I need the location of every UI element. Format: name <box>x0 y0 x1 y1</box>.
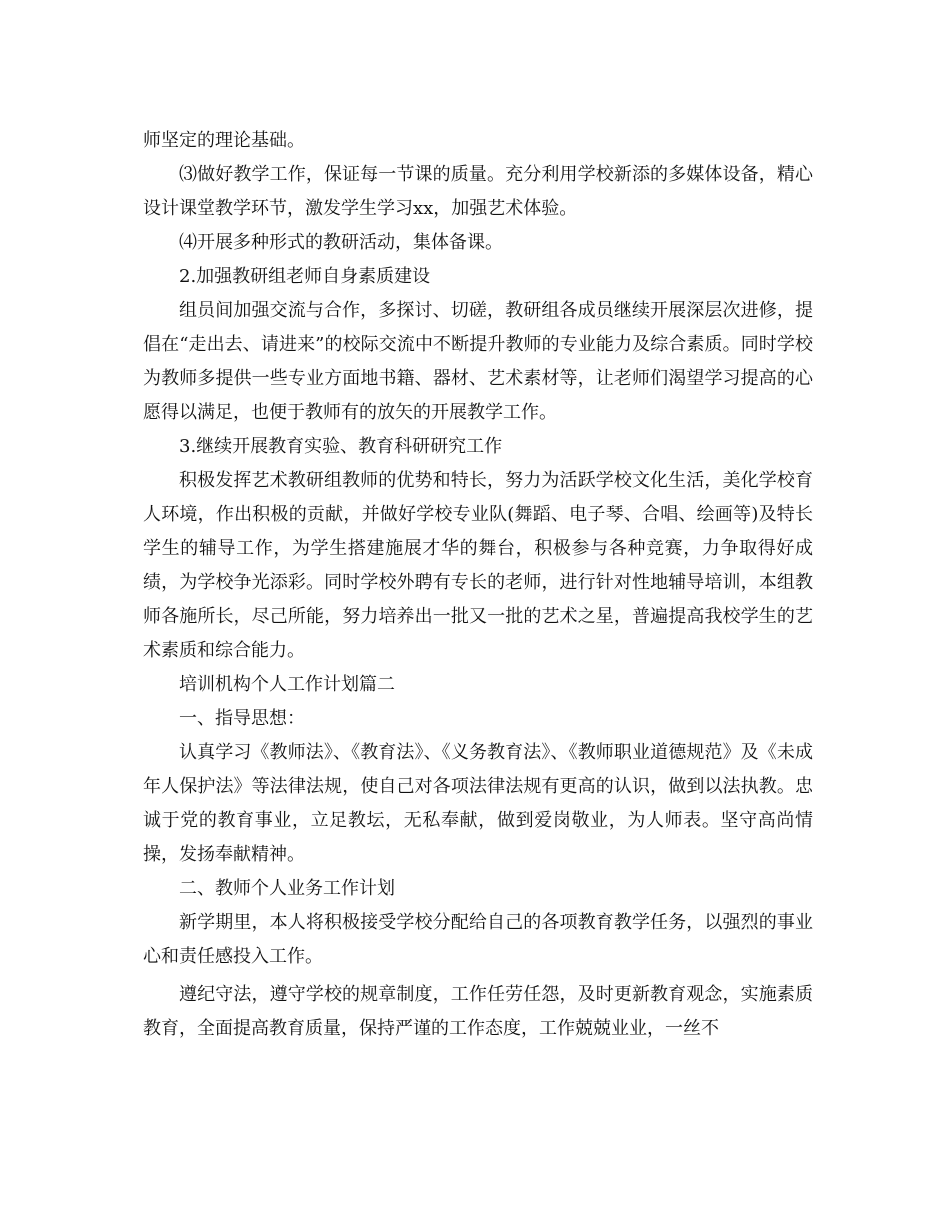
paragraph-guiding-ideology-body: 认真学习《教师法》、《教育法》、《义务教育法》、《教师职业道德规范》及《未成年人保护法》等法律法规，使自己对各项法律法规有更高的认识，做到以法执教。忠诚于党的教育事业，立足教坛，无私奉献，做到爱岗敬业，为人师表。坚守高尚情操，发扬奉献精神。 <box>143 742 813 865</box>
paragraph-work-plan-intro: 新学期里，本人将积极接受学校分配给自己的各项教育教学任务，以强烈的事业心和责任感投入工作。 <box>143 912 813 967</box>
paragraph-item-3: ⑶做好教学工作，保证每一节课的质量。充分利用学校新添的多媒体设备，精心设计课堂教学环节，激发学生学习xx，加强艺术体验。 <box>143 164 813 219</box>
paragraph-section-2-body: 组员间加强交流与合作，多探讨、切磋，教研组各成员继续开展深层次进修，提倡在“走出去、请进来”的校际交流中不断提升教师的专业能力及综合素质。同时学校为教师多提供一些专业方面地书籍、器材、艺术素材等，让老师们渴望学习提高的心愿得以满足，也便于教师有的放矢的开展教学工作。 <box>143 300 813 423</box>
paragraph-continuation: 师坚定的理论基础。 <box>143 130 305 151</box>
paragraph-section-3-body: 积极发挥艺术教研组教师的优势和特长，努力为活跃学校文化生活，美化学校育人环境，作出积极的贡献，并做好学校专业队(舞蹈、电子琴、合唱、绘画等)及特长学生的辅导工作，为学生搭建施展才华的舞台，积极参与各种竞赛，力争取得好成绩，为学校争光添彩。同时学校外聘有专长的老师，进行针对性地辅导培训，本组教师各施所长，尽己所能，努力培养出一批又一批的艺术之星，普遍提高我校学生的艺术素质和综合能力。 <box>143 470 813 661</box>
heading-work-plan: 二、教师个人业务工作计划 <box>179 878 395 899</box>
heading-guiding-ideology: 一、指导思想： <box>179 708 305 729</box>
section-heading-3: 3.继续开展教育实验、教育科研研究工作 <box>179 436 503 457</box>
paragraph-item-4: ⑷开展多种形式的教研活动，集体备课。 <box>179 232 503 253</box>
paragraph-work-plan-body: 遵纪守法，遵守学校的规章制度，工作任劳任怨，及时更新教育观念，实施素质教育，全面提高教育质量，保持严谨的工作态度，工作兢兢业业，一丝不 <box>143 984 813 1039</box>
section-heading-2: 2.加强教研组老师自身素质建设 <box>179 266 431 287</box>
chapter-title: 培训机构个人工作计划篇二 <box>179 674 395 695</box>
document-body <box>143 124 813 1046</box>
